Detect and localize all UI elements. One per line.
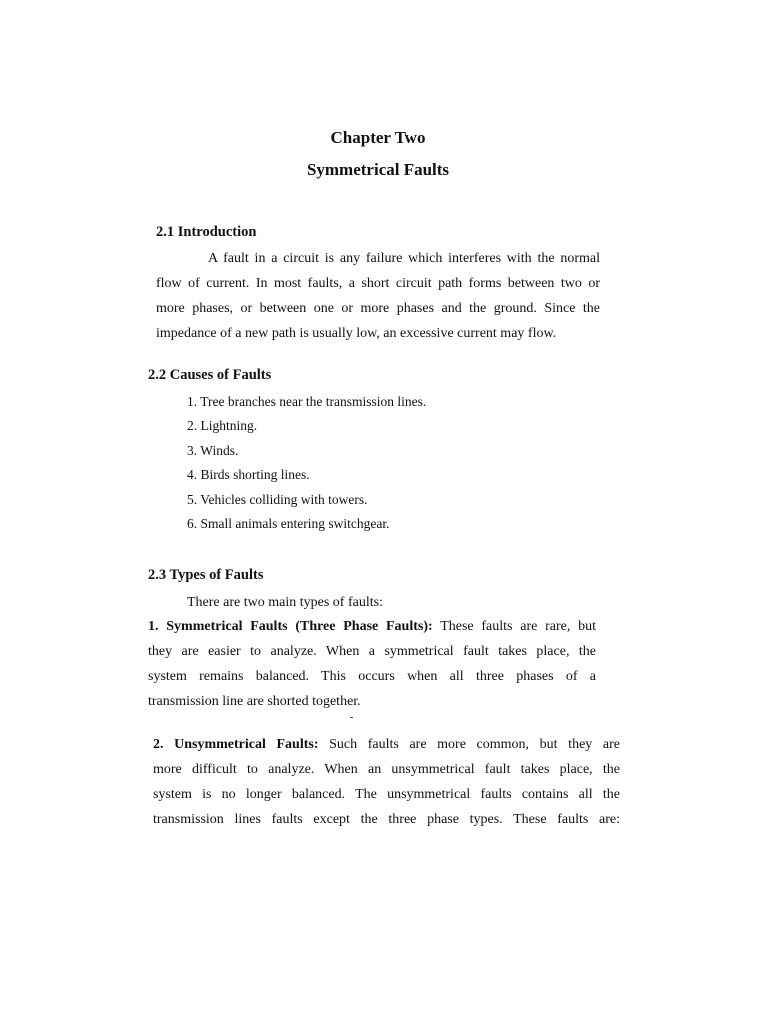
list-item: 6. Small animals entering switchgear.	[187, 515, 390, 531]
introduction-paragraph	[156, 246, 600, 346]
section-heading-introduction: 2.1 Introduction	[156, 224, 257, 240]
chapter-subtitle: Symmetrical Faults	[306, 160, 450, 179]
unsymmetrical-faults-label: 2. Unsymmetrical Faults:	[153, 737, 319, 752]
paragraph-line: impedance of a new path is usually low, an excessive current may flow.	[156, 326, 557, 341]
separator-mark: -	[350, 712, 354, 723]
list-item: 2. Lightning.	[187, 418, 258, 434]
causes-list	[187, 390, 426, 536]
paragraph-line: flow of current. In most faults, a short circuit path forms between two or	[156, 276, 600, 291]
paragraph-line: A fault in a circuit is any failure which interferes with the normal	[208, 251, 600, 266]
chapter-title: Chapter Two	[330, 128, 426, 147]
section-heading-types: 2.3 Types of Faults	[148, 567, 264, 583]
paragraph-line: Such faults are more common, but they are	[318, 737, 620, 752]
paragraph-line: system remains balanced. This occurs when all three phases of a	[148, 669, 596, 684]
list-item: 4. Birds shorting lines.	[187, 467, 310, 483]
paragraph-line: they are easier to analyze. When a symmetrical fault takes place, the	[148, 644, 596, 659]
paragraph-line: transmission lines faults except the three phase types. These faults are:	[153, 812, 620, 827]
paragraph-line: more phases, or between one or more phases and the ground. Since the	[156, 301, 600, 316]
types-intro: There are two main types of faults:	[187, 595, 383, 610]
paragraph-line: more difficult to analyze. When an unsymmetrical fault takes place, the	[153, 762, 620, 777]
paragraph-line: transmission line are shorted together.	[148, 694, 361, 709]
symmetrical-faults-paragraph	[148, 614, 596, 714]
list-item: 5. Vehicles colliding with towers.	[187, 491, 368, 507]
symmetrical-faults-label: 1. Symmetrical Faults (Three Phase Faults):	[148, 619, 433, 634]
paragraph-line: These faults are rare, but	[432, 619, 597, 634]
section-heading-causes: 2.2 Causes of Faults	[148, 367, 272, 383]
paragraph-line: system is no longer balanced. The unsymmetrical faults contains all the	[153, 787, 620, 802]
list-item: 3. Winds.	[187, 442, 239, 458]
unsymmetrical-faults-paragraph	[153, 732, 620, 832]
list-item: 1. Tree branches near the transmission lines.	[187, 394, 427, 409]
